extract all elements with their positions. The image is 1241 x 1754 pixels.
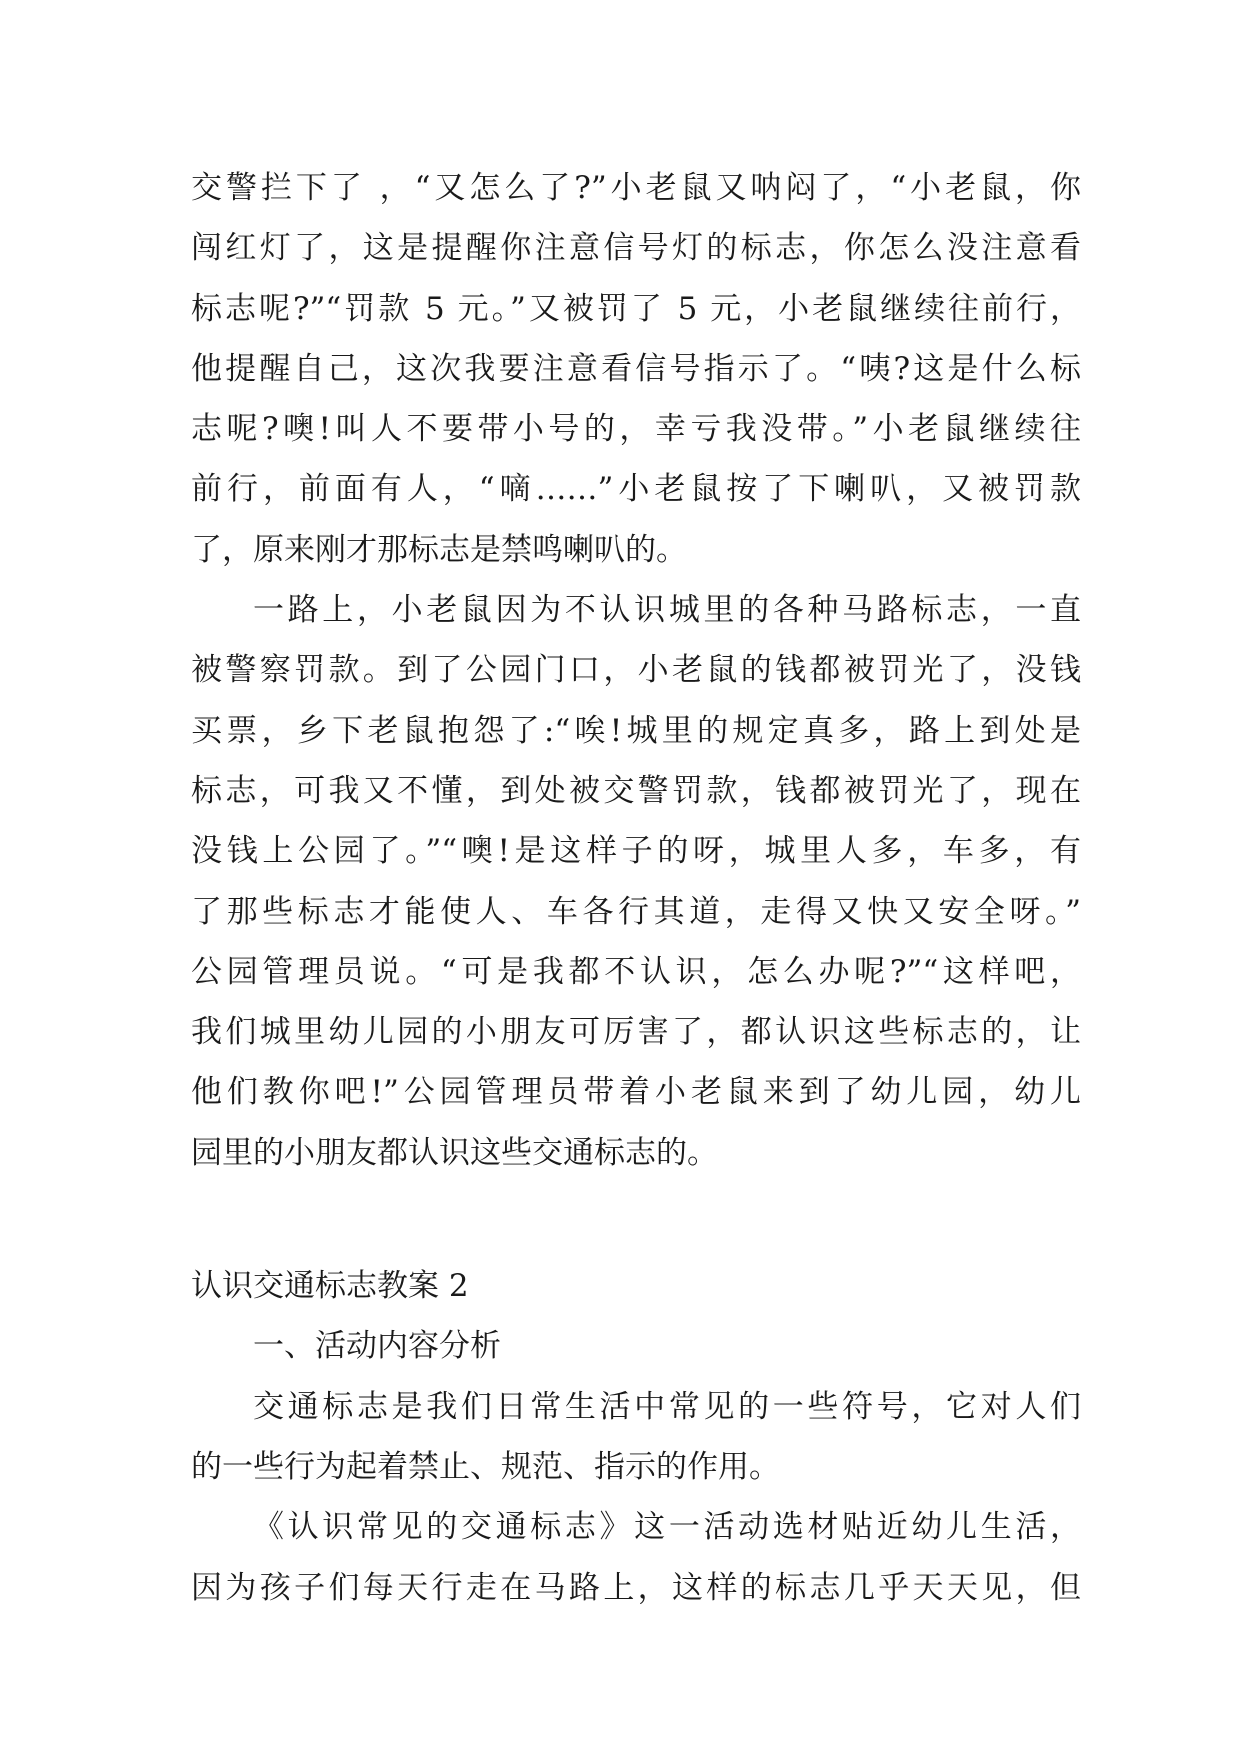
- text-line: 园里的小朋友都认识这些交通标志的。: [191, 1134, 718, 1171]
- text-line: 因为孩子们每天行走在马路上，这样的标志几乎天天见，但: [191, 1569, 1081, 1606]
- text-line: 我们城里幼儿园的小朋友可厉害了，都认识这些标志的，让: [191, 1014, 1081, 1051]
- section-gap: [191, 1183, 1081, 1256]
- text-line: 《认识常见的交通标志》这一活动选材贴近幼儿生活，: [253, 1509, 1081, 1546]
- text-line: 没钱上公园了。”“噢!是这样子的呀，城里人多，车多，有: [191, 833, 1081, 870]
- paragraph-story-ending: [191, 580, 1081, 1183]
- text-line: 了，原来刚才那标志是禁鸣喇叭的。: [191, 531, 687, 568]
- text-line: 了那些标志才能使人、车各行其道，走得又快又安全呀。”: [191, 893, 1081, 930]
- text-line: 交通标志是我们日常生活中常见的一些符号，它对人们: [253, 1388, 1081, 1425]
- text-line: 一路上，小老鼠因为不认识城里的各种马路标志，一直: [253, 592, 1081, 629]
- text-line: 志呢?噢!叫人不要带小号的，幸亏我没带。”小老鼠继续往: [191, 411, 1081, 448]
- text-line: 标志，可我又不懂，到处被交警罚款，钱都被罚光了，现在: [191, 772, 1081, 809]
- text-line: 交警拦下了 ，“又怎么了?”小老鼠又呐闷了，“小老鼠，你: [191, 170, 1081, 206]
- text-line: 闯红灯了，这是提醒你注意信号灯的标志，你怎么没注意看: [191, 230, 1081, 267]
- section-title: 认识交通标志教案 2: [191, 1268, 469, 1305]
- text-line: 他提醒自己，这次我要注意看信号指示了。“咦?这是什么标: [191, 350, 1081, 387]
- paragraph-story-continuation: [191, 158, 1081, 580]
- subheading: 一、活动内容分析: [253, 1328, 501, 1365]
- text-line: 公园管理员说。“可是我都不认识，怎么办呢?”“这样吧，: [191, 953, 1081, 990]
- paragraph-activity-choice: [191, 1497, 1081, 1618]
- text-line: 前行，前面有人，“嘀……”小老鼠按了下喇叭，又被罚款: [191, 471, 1081, 508]
- text-line: 被警察罚款。到了公园门口，小老鼠的钱都被罚光了，没钱: [191, 652, 1081, 689]
- text-line: 标志呢?”“罚款 5 元。”又被罚了 5 元，小老鼠继续往前行，: [191, 290, 1081, 327]
- paragraph-analysis: [191, 1377, 1081, 1498]
- text-line: 的一些行为起着禁止、规范、指示的作用。: [191, 1448, 780, 1485]
- document-body: [191, 158, 1081, 1618]
- text-line: 买票，乡下老鼠抱怨了:“唉!城里的规定真多，路上到处是: [191, 712, 1081, 749]
- text-line: 他们教你吧!”公园管理员带着小老鼠来到了幼儿园，幼儿: [191, 1074, 1081, 1111]
